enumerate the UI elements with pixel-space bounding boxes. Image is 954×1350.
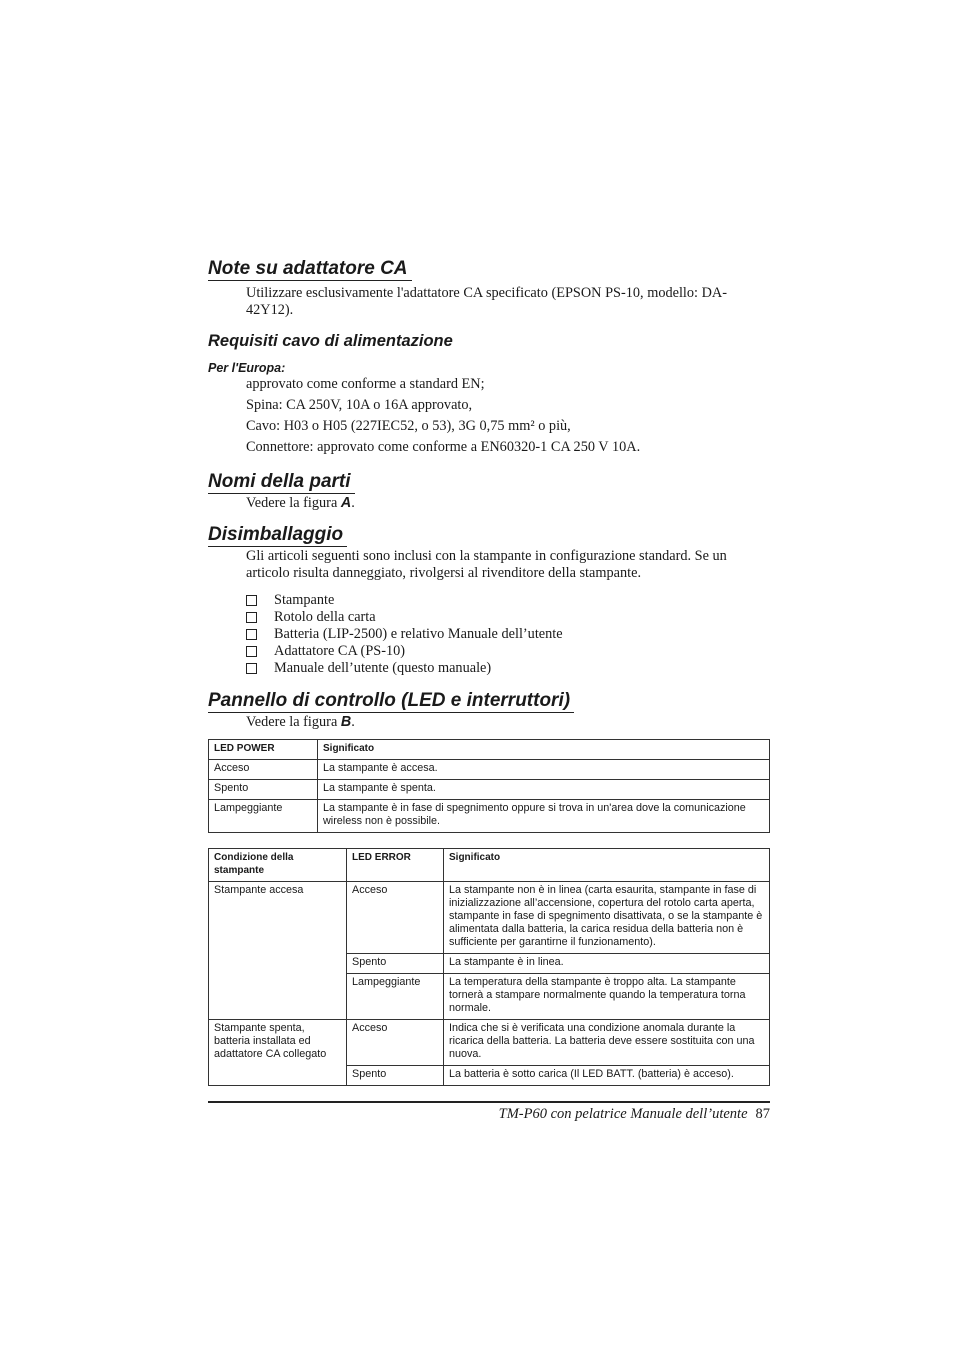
table-cell: La stampante non è in linea (carta esaurita, stampante in fase di inizializzazione all’accensione, copertura del rotolo carta aperta, stampante in fase di spegnimento disattivata, o se la stampante è alimentata dalla batteria, la carica residua della batteria non è sufficiente per garantirne il funzionamento). — [444, 882, 770, 954]
list-item-label: Rotolo della carta — [274, 609, 376, 625]
table-cell: La batteria è sotto carica (Il LED BATT. (batteria) è acceso). — [444, 1066, 770, 1086]
checkbox-icon — [246, 646, 257, 657]
cable-req-line: approvato come conforme a standard EN; — [246, 376, 485, 392]
list-item — [246, 626, 770, 643]
table-header-cell: Significato — [444, 849, 770, 882]
list-item-label: Adattatore CA (PS-10) — [274, 643, 406, 659]
table-row — [209, 882, 770, 954]
checkbox-icon — [246, 663, 257, 674]
section-title-control-panel: Pannello di controllo (LED e interruttori) — [208, 690, 574, 713]
cable-req-line: Cavo: H03 o H05 (227IEC52, o 53), 3G 0,75 mm² o più, — [246, 418, 571, 434]
section-title-ac-adapter: Note su adattatore CA — [208, 258, 412, 281]
checkbox-icon — [246, 595, 257, 606]
cable-req-line: Connettore: approvato come conforme a EN60320-1 CA 250 V 10A. — [246, 439, 641, 455]
table-cell: Lampeggiante — [209, 800, 318, 833]
list-item — [246, 592, 770, 609]
table-cell: Acceso — [347, 1020, 444, 1066]
table-row — [209, 760, 770, 780]
table-header-row — [209, 849, 770, 882]
figure-b-ref: B — [340, 714, 352, 730]
footer-rule — [208, 1101, 770, 1103]
table-header-cell: Significato — [318, 740, 770, 760]
table-cell-condition: Stampante spenta, batteria installata ed adattatore CA collegato — [209, 1020, 347, 1086]
cable-req-line: Spina: CA 250V, 10A o 16A approvato, — [246, 397, 473, 413]
table-row — [209, 1020, 770, 1066]
subtitle-europe: Per l'Europa: — [208, 361, 286, 375]
list-item — [246, 609, 770, 626]
table-row — [209, 800, 770, 833]
table-cell: Spento — [347, 1066, 444, 1086]
control-panel-text — [246, 714, 770, 731]
section-title-cable-requirements: Requisiti cavo di alimentazione — [208, 332, 453, 350]
control-panel-text-period: . — [351, 714, 355, 730]
unpacking-checklist — [246, 592, 770, 677]
page-number: 87 — [755, 1106, 770, 1122]
table-cell: Indica che si è verificata una condizione anomala durante la ricarica della batteria. La batteria deve essere sostituita con una nuova. — [444, 1020, 770, 1066]
table-cell: La stampante è in fase di spegnimento oppure si trova in un'area dove la comunicazione wireless non è possibile. — [318, 800, 770, 833]
section-title-parts: Nomi della parti — [208, 471, 355, 494]
led-power-table — [208, 739, 770, 833]
table-cell: Acceso — [209, 760, 318, 780]
table-cell-condition: Stampante accesa — [209, 882, 347, 1020]
cable-requirements-list — [208, 376, 770, 456]
page-footer — [208, 1104, 770, 1124]
table-header-cell: LED POWER — [209, 740, 318, 760]
list-item-label: Manuale dell’utente (questo manuale) — [274, 660, 492, 676]
table-cell: La stampante è in linea. — [444, 954, 770, 974]
list-item — [246, 643, 770, 660]
table-header-cell: Condizione della stampante — [209, 849, 347, 882]
table-cell: La stampante è accesa. — [318, 760, 770, 780]
figure-a-ref: A — [340, 495, 352, 511]
unpacking-text: Gli articoli seguenti sono inclusi con la stampante in configurazione standard. Se un articolo risulta danneggiato, rivolgersi al rivenditore della stampante. — [246, 548, 727, 581]
list-item-label: Stampante — [274, 592, 335, 608]
checkbox-icon — [246, 629, 257, 640]
list-item — [246, 660, 770, 677]
table-cell: Spento — [347, 954, 444, 974]
table-cell: Lampeggiante — [347, 974, 444, 1020]
table-cell: La temperatura della stampante è troppo alta. La stampante tornerà a stampare normalmente quando la temperatura torna normale. — [444, 974, 770, 1020]
ac-adapter-text: Utilizzare esclusivamente l'adattatore CA specificato (EPSON PS-10, modello: DA-42Y12). — [246, 285, 728, 318]
section-title-unpacking: Disimballaggio — [208, 524, 347, 547]
table-header-cell: LED ERROR — [347, 849, 444, 882]
parts-text-period: . — [351, 495, 355, 511]
table-cell: Acceso — [347, 882, 444, 954]
control-panel-text-label: Vedere la figura — [246, 714, 341, 730]
list-item-label: Batteria (LIP-2500) e relativo Manuale dell’utente — [274, 626, 563, 642]
table-header-row — [209, 740, 770, 760]
parts-text — [246, 495, 770, 512]
parts-text-label: Vedere la figura — [246, 495, 341, 511]
table-row — [209, 780, 770, 800]
table-cell: La stampante è spenta. — [318, 780, 770, 800]
table-cell: Spento — [209, 780, 318, 800]
footer-title: TM-P60 con pelatrice Manuale dell’utente — [498, 1106, 748, 1122]
page-content — [208, 258, 770, 1086]
checkbox-icon — [246, 612, 257, 623]
led-error-table — [208, 848, 770, 1086]
